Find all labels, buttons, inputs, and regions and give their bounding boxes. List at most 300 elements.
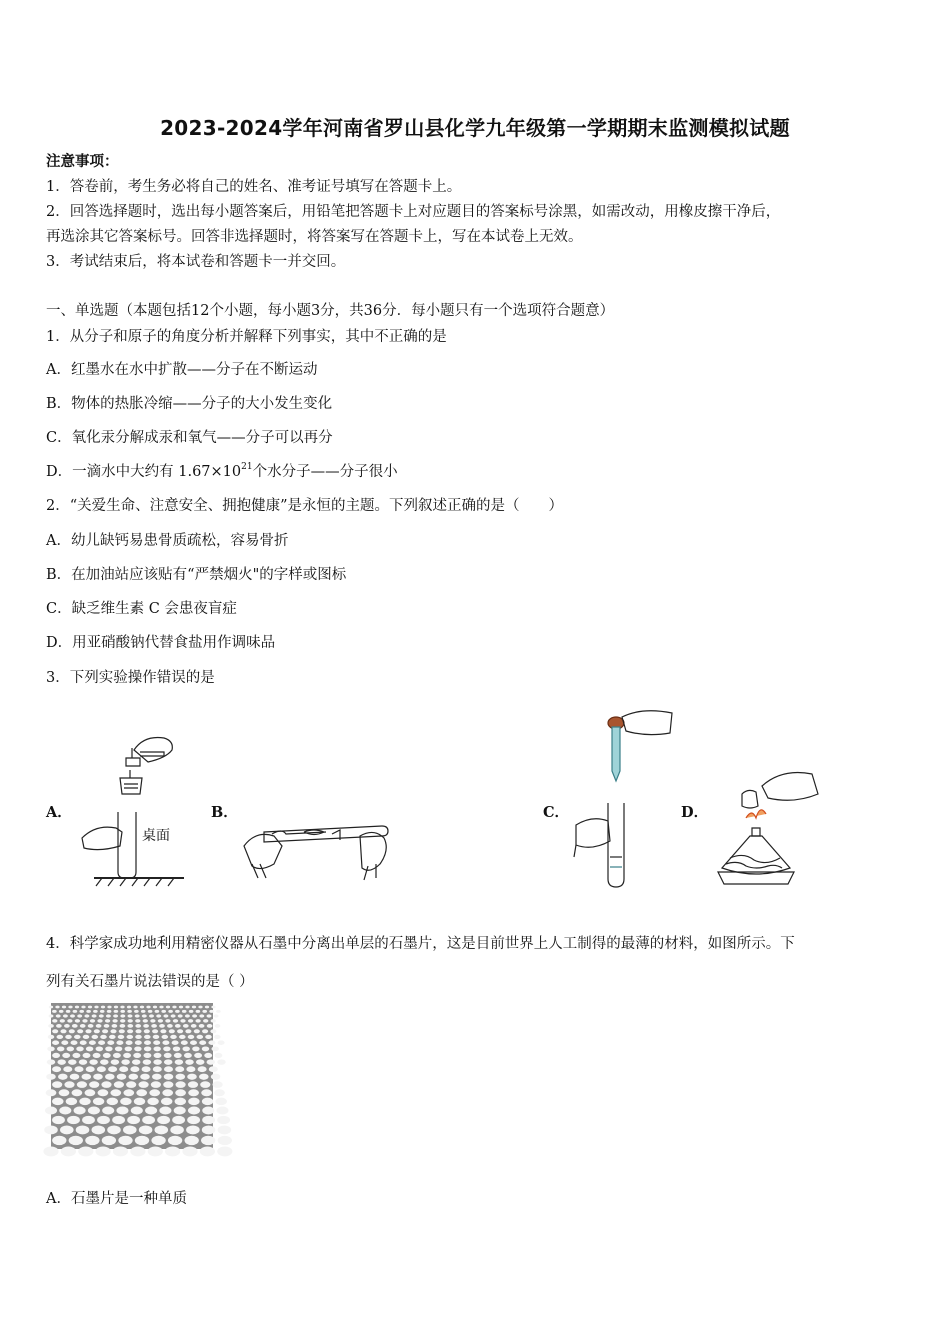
lattice-cell xyxy=(79,1010,84,1013)
lattice-cell xyxy=(96,1046,103,1051)
q3-label-b: B． xyxy=(211,804,238,821)
lattice-cell xyxy=(216,1010,221,1013)
lattice-cell xyxy=(179,1006,183,1009)
lattice-cell xyxy=(150,1019,155,1022)
lattice-cell xyxy=(89,1081,99,1088)
lattice-cell xyxy=(185,1029,191,1033)
lattice-cell xyxy=(73,1010,78,1013)
lattice-cell xyxy=(127,1006,131,1009)
lattice-cell xyxy=(105,1046,112,1051)
lattice-cell xyxy=(170,1035,177,1039)
lattice-cell xyxy=(196,1059,204,1065)
lattice-cell xyxy=(201,1136,215,1145)
lattice-cell xyxy=(182,1010,187,1013)
lattice-cell xyxy=(77,1014,82,1017)
figure-c-dropper-tube xyxy=(572,707,682,892)
lattice-cell xyxy=(69,1029,75,1033)
lattice-cell xyxy=(187,1116,200,1124)
lattice-cell xyxy=(101,1006,105,1009)
lattice-cell xyxy=(175,1098,186,1105)
lattice-cell xyxy=(52,1136,66,1145)
lattice-cell xyxy=(175,1010,180,1013)
lattice-cell xyxy=(207,1024,213,1028)
q3-stem: 3．下列实验操作错误的是 xyxy=(46,670,215,686)
lattice-cell xyxy=(57,1035,64,1039)
lattice-cell xyxy=(142,1116,155,1124)
lattice-cell xyxy=(129,1074,139,1080)
lattice-cell xyxy=(63,1014,68,1017)
lattice-cell xyxy=(70,1014,75,1017)
lattice-cell xyxy=(209,1066,218,1072)
lattice-cell xyxy=(102,1107,114,1115)
q3-label-c: C． xyxy=(543,804,570,821)
lattice-cell xyxy=(157,1116,170,1124)
lattice-cell xyxy=(126,1040,133,1045)
lattice-cell xyxy=(78,1146,93,1156)
lattice-cell xyxy=(81,1006,85,1009)
lattice-cell xyxy=(105,1074,115,1080)
lattice-cell xyxy=(61,1146,76,1156)
lattice-cell xyxy=(43,1146,58,1156)
lattice-cell xyxy=(211,1046,218,1051)
lattice-cell xyxy=(144,1029,150,1033)
lattice-cell xyxy=(106,1014,111,1017)
lattice-cell xyxy=(98,1089,109,1096)
lattice-cell xyxy=(159,1107,171,1115)
lattice-cell xyxy=(98,1040,105,1045)
lattice-cell xyxy=(147,1098,158,1105)
lattice-cell xyxy=(104,1024,110,1028)
lattice-cell xyxy=(151,1024,157,1028)
lattice-cell xyxy=(164,1074,174,1080)
lattice-cell xyxy=(218,1125,232,1134)
page-title: 2023-2024学年河南省罗山县化学九年级第一学期期末监测模拟试题 xyxy=(160,116,790,140)
lattice-cell xyxy=(199,1024,205,1028)
lattice-cell xyxy=(82,1019,87,1022)
lattice-cell xyxy=(186,1066,195,1072)
lattice-cell xyxy=(127,1035,134,1039)
lattice-cell xyxy=(191,1024,197,1028)
lattice-cell xyxy=(82,1116,95,1124)
lattice-cell xyxy=(64,1081,74,1088)
q3-label-d: D． xyxy=(681,804,709,821)
lattice-cell xyxy=(143,1019,148,1022)
lattice-cell xyxy=(75,1066,84,1072)
q1-stem: 1．从分子和原子的角度分析并解释下列事实，其中不正确的是 xyxy=(46,329,447,345)
lattice-cell xyxy=(135,1029,141,1033)
lattice-cell xyxy=(60,1029,66,1033)
lattice-cell xyxy=(175,1024,181,1028)
lattice-cell xyxy=(132,1059,140,1065)
lattice-cell xyxy=(121,1059,129,1065)
lattice-cell xyxy=(102,1029,108,1033)
lattice-cell xyxy=(105,1019,110,1022)
lattice-cell xyxy=(88,1006,92,1009)
notice-heading: 注意事项： xyxy=(46,153,119,170)
lattice-cell xyxy=(163,1081,173,1088)
lattice-cell xyxy=(162,1035,169,1039)
lattice-cell xyxy=(47,1059,55,1065)
lattice-cell xyxy=(82,1074,92,1080)
q1-option-d-exponent: 21 xyxy=(241,462,253,472)
lattice-cell xyxy=(146,1006,150,1009)
lattice-cell xyxy=(139,1081,149,1088)
lattice-cell xyxy=(172,1116,185,1124)
lattice-cell xyxy=(76,1125,90,1134)
lattice-cell xyxy=(202,1010,207,1013)
lattice-cell xyxy=(139,1125,153,1134)
lattice-cell xyxy=(155,1010,160,1013)
lattice-cell xyxy=(135,1040,142,1045)
lattice-cell xyxy=(188,1081,198,1088)
lattice-cell xyxy=(65,1035,72,1039)
lattice-cell xyxy=(217,1146,232,1156)
lattice-cell xyxy=(175,1066,184,1072)
lattice-cell xyxy=(56,1024,62,1028)
lattice-cell xyxy=(56,1014,61,1017)
lattice-cell xyxy=(74,1107,86,1115)
lattice-cell xyxy=(160,1029,166,1033)
lattice-cell xyxy=(94,1006,98,1009)
lattice-cell xyxy=(200,1081,210,1088)
lattice-cell xyxy=(77,1029,83,1033)
lattice-cell xyxy=(215,1098,226,1105)
lattice-cell xyxy=(153,1006,157,1009)
notice-item-3: 3．考试结束后，将本试卷和答题卡一并交回。 xyxy=(46,254,346,270)
lattice-cell xyxy=(68,1059,76,1065)
lattice-cell xyxy=(202,1046,209,1051)
q4-option-a: A．石墨片是一种单质 xyxy=(46,1191,187,1207)
lattice-cell xyxy=(110,1089,121,1096)
lattice-cell xyxy=(101,1081,111,1088)
lattice-cell xyxy=(204,1053,212,1058)
lattice-cell xyxy=(80,1040,87,1045)
lattice-cell xyxy=(153,1066,162,1072)
q4-stem-line2: 列有关石墨片说法错误的是（ ） xyxy=(46,974,254,990)
lattice-cell xyxy=(92,1035,99,1039)
lattice-cell xyxy=(143,1024,149,1028)
lattice-cell xyxy=(182,1046,189,1051)
lattice-cell xyxy=(112,1019,117,1022)
lattice-cell xyxy=(164,1066,173,1072)
lattice-cell xyxy=(163,1014,168,1017)
lattice-cell xyxy=(207,1014,212,1017)
lattice-cell xyxy=(183,1024,189,1028)
lattice-cell xyxy=(89,1040,96,1045)
lattice-cell xyxy=(59,1010,64,1013)
lattice-cell xyxy=(92,1014,97,1017)
lattice-cell xyxy=(90,1019,95,1022)
lattice-cell xyxy=(67,1046,74,1051)
lattice-cell xyxy=(211,1019,216,1022)
lattice-cell xyxy=(55,1006,59,1009)
lattice-cell xyxy=(112,1024,118,1028)
lattice-cell xyxy=(52,1098,63,1105)
lattice-cell xyxy=(61,1040,68,1045)
lattice-cell xyxy=(49,1014,54,1017)
lattice-cell xyxy=(158,1019,163,1022)
lattice-cell xyxy=(113,1146,128,1156)
lattice-cell xyxy=(67,1116,80,1124)
lattice-cell xyxy=(100,1059,108,1065)
lattice-cell xyxy=(202,1029,208,1033)
lattice-cell xyxy=(60,1019,65,1022)
lattice-cell xyxy=(194,1053,202,1058)
lattice-cell xyxy=(178,1014,183,1017)
lattice-cell xyxy=(96,1146,111,1156)
lattice-cell xyxy=(97,1116,110,1124)
lattice-cell xyxy=(184,1053,192,1058)
lattice-cell xyxy=(187,1074,197,1080)
lattice-cell xyxy=(177,1029,183,1033)
lattice-cell xyxy=(59,1107,71,1115)
lattice-cell xyxy=(49,1006,53,1009)
lattice-cell xyxy=(135,1024,141,1028)
figure-b-hands-tube xyxy=(242,820,392,885)
lattice-cell xyxy=(208,1040,215,1045)
lattice-cell xyxy=(152,1074,162,1080)
lattice-cell xyxy=(47,1046,54,1051)
lattice-cell xyxy=(76,1046,83,1051)
lattice-cell xyxy=(118,1035,125,1039)
lattice-cell xyxy=(218,1040,225,1045)
lattice-cell xyxy=(142,1014,147,1017)
lattice-cell xyxy=(149,1089,160,1096)
lattice-cell xyxy=(107,1098,118,1105)
q3-label-a: A． xyxy=(46,804,72,821)
notice-item-2-cont: 再选涂其它答案标号。回答非选择题时，将答案写在答题卡上，写在本试卷上无效。 xyxy=(46,229,583,245)
lattice-cell xyxy=(202,1098,213,1105)
q2-option-d: D．用亚硝酸钠代替食盐用作调味品 xyxy=(46,635,276,651)
lattice-cell xyxy=(110,1029,116,1033)
lattice-cell xyxy=(44,1125,58,1134)
lattice-cell xyxy=(162,1089,173,1096)
lattice-cell xyxy=(48,1024,54,1028)
lattice-cell xyxy=(153,1059,161,1065)
lattice-cell xyxy=(116,1040,123,1045)
lattice-cell xyxy=(216,1107,228,1115)
lattice-cell xyxy=(166,1006,170,1009)
lattice-cell xyxy=(118,1136,132,1145)
q1-option-a: A．红墨水在水中扩散——分子在不断运动 xyxy=(46,362,318,378)
lattice-cell xyxy=(159,1006,163,1009)
lattice-cell xyxy=(140,1006,144,1009)
lattice-cell xyxy=(134,1098,145,1105)
lattice-cell xyxy=(153,1035,160,1039)
lattice-cell xyxy=(71,1040,78,1045)
lattice-cell xyxy=(103,1053,111,1058)
lattice-cell xyxy=(196,1010,201,1013)
lattice-cell xyxy=(62,1006,66,1009)
lattice-cell xyxy=(117,1074,127,1080)
lattice-cell xyxy=(192,1006,196,1009)
lattice-cell xyxy=(130,1066,139,1072)
lattice-cell xyxy=(48,1035,55,1039)
q1-option-d-post: 个水分子——分子很小 xyxy=(252,464,398,480)
figure-d-alcohol-lamp xyxy=(712,772,822,892)
q1-option-d xyxy=(46,462,398,482)
lattice-cell xyxy=(198,1006,202,1009)
lattice-cell xyxy=(185,1006,189,1009)
lattice-cell xyxy=(172,1006,176,1009)
lattice-cell xyxy=(72,1024,78,1028)
q4-stem-line1: 4．科学家成功地利用精密仪器从石墨中分离出单层的石墨片，这是目前世界上人工制得的最薄的材料，如图所示。下 xyxy=(46,936,795,952)
lattice-cell xyxy=(194,1029,200,1033)
lattice-cell xyxy=(46,1074,56,1080)
lattice-cell xyxy=(74,1035,81,1039)
lattice-cell xyxy=(45,1107,57,1115)
lattice-cell xyxy=(188,1098,199,1105)
lattice-cell xyxy=(58,1074,68,1080)
desk-label: 桌面 xyxy=(142,828,170,844)
lattice-cell xyxy=(134,1046,141,1051)
lattice-cell xyxy=(52,1010,57,1013)
lattice-cell xyxy=(144,1035,151,1039)
lattice-cell xyxy=(120,1010,125,1013)
lattice-cell xyxy=(169,1029,175,1033)
lattice-cell xyxy=(192,1014,197,1017)
lattice-cell xyxy=(66,1010,71,1013)
lattice-cell xyxy=(172,1040,179,1045)
lattice-cell xyxy=(88,1107,100,1115)
lattice-cell xyxy=(165,1019,170,1022)
lattice-cell xyxy=(60,1125,74,1134)
lattice-cell xyxy=(200,1146,215,1156)
q1-option-c: C．氧化汞分解成汞和氧气——分子可以再分 xyxy=(46,430,333,446)
lattice-cell xyxy=(52,1081,62,1088)
lattice-cell xyxy=(109,1035,116,1039)
lattice-cell xyxy=(113,1053,121,1058)
lattice-cell xyxy=(83,1035,90,1039)
lattice-cell xyxy=(57,1046,64,1051)
lattice-cell xyxy=(202,1116,215,1124)
q1-option-b: B．物体的热胀冷缩——分子的大小发生变化 xyxy=(46,396,333,412)
lattice-cell xyxy=(107,1040,114,1045)
lattice-cell xyxy=(125,1046,132,1051)
lattice-cell xyxy=(126,1081,136,1088)
lattice-cell xyxy=(86,1046,93,1051)
lattice-cell xyxy=(148,1010,153,1013)
lattice-cell xyxy=(66,1098,77,1105)
lattice-cell xyxy=(199,1074,209,1080)
lattice-cell xyxy=(92,1125,106,1134)
lattice-cell xyxy=(93,1010,98,1013)
lattice-cell xyxy=(170,1125,184,1134)
lattice-cell xyxy=(156,1014,161,1017)
lattice-cell xyxy=(174,1107,186,1115)
lattice-cell xyxy=(127,1116,140,1124)
q1-option-d-pre: D．一滴水中大约有 1.67×10 xyxy=(46,464,242,480)
lattice-cell xyxy=(155,1125,169,1134)
lattice-cell xyxy=(123,1089,134,1096)
lattice-cell xyxy=(135,1035,142,1039)
lattice-cell xyxy=(209,1010,214,1013)
lattice-cell xyxy=(114,1010,119,1013)
lattice-cell xyxy=(144,1040,151,1045)
lattice-cell xyxy=(192,1046,199,1051)
lattice-cell xyxy=(153,1046,160,1051)
lattice-cell xyxy=(180,1019,185,1022)
lattice-cell xyxy=(77,1081,87,1088)
lattice-cell xyxy=(154,1053,162,1058)
lattice-cell xyxy=(84,1014,89,1017)
lattice-cell xyxy=(161,1098,172,1105)
section-heading: 一、单选题（本题包括12个小题，每小题3分，共36分．每小题只有一个选项符合题意） xyxy=(46,303,615,319)
lattice-cell xyxy=(94,1029,100,1033)
lattice-cell xyxy=(136,1089,147,1096)
lattice-cell xyxy=(85,1136,99,1145)
lattice-cell xyxy=(107,1010,112,1013)
lattice-cell xyxy=(218,1136,232,1145)
lattice-cell xyxy=(97,1019,102,1022)
lattice-cell xyxy=(210,1029,216,1033)
lattice-cell xyxy=(120,1098,131,1105)
lattice-cell xyxy=(133,1006,137,1009)
lattice-cell xyxy=(174,1053,182,1058)
lattice-cell xyxy=(123,1125,137,1134)
lattice-cell xyxy=(134,1010,139,1013)
lattice-cell xyxy=(114,1081,124,1088)
lattice-cell xyxy=(205,1035,212,1039)
lattice-cell xyxy=(52,1040,59,1045)
lattice-cell xyxy=(152,1029,158,1033)
lattice-cell xyxy=(205,1006,209,1009)
lattice-cell xyxy=(89,1059,97,1065)
lattice-cell xyxy=(144,1046,151,1051)
lattice-cell xyxy=(214,1089,225,1096)
lattice-cell xyxy=(72,1089,83,1096)
lattice-cell xyxy=(88,1024,94,1028)
q2-option-c: C．缺乏维生素 C 会患夜盲症 xyxy=(46,601,237,617)
lattice-cell xyxy=(79,1098,90,1105)
lattice-cell xyxy=(217,1116,230,1124)
q2-option-a: A．幼儿缺钙易患骨质疏松，容易骨折 xyxy=(46,533,289,549)
lattice-cell xyxy=(68,1006,72,1009)
lattice-cell xyxy=(52,1029,58,1033)
lattice-cell xyxy=(179,1035,186,1039)
lattice-cell xyxy=(175,1059,183,1065)
lattice-cell xyxy=(198,1066,207,1072)
lattice-cell xyxy=(161,1010,166,1013)
lattice-cell xyxy=(107,1125,121,1134)
lattice-cell xyxy=(188,1107,200,1115)
lattice-cell xyxy=(199,1040,206,1045)
lattice-cell xyxy=(203,1019,208,1022)
lattice-cell xyxy=(207,1059,215,1065)
lattice-cell xyxy=(120,1014,125,1017)
graphene-lattice-image xyxy=(51,1003,213,1149)
lattice-cell xyxy=(176,1081,186,1088)
lattice-cell xyxy=(112,1116,125,1124)
lattice-cell xyxy=(145,1107,157,1115)
lattice-cell xyxy=(120,1006,124,1009)
lattice-cell xyxy=(163,1046,170,1051)
lattice-cell xyxy=(100,1010,105,1013)
lattice-cell xyxy=(168,1010,173,1013)
lattice-cell xyxy=(102,1136,116,1145)
lattice-cell xyxy=(148,1146,163,1156)
lattice-cell xyxy=(199,1014,204,1017)
lattice-cell xyxy=(162,1040,169,1045)
lattice-cell xyxy=(127,1024,133,1028)
lattice-cell xyxy=(108,1066,117,1072)
notice-item-2: 2．回答选择题时，选出每小题答案后，用铅笔把答题卡上对应题目的答案标号涂黑，如需改动，用橡皮擦干净后， xyxy=(46,204,781,220)
lattice-cell xyxy=(188,1089,199,1096)
lattice-cell xyxy=(159,1024,165,1028)
lattice-cell xyxy=(185,1136,199,1145)
lattice-cell xyxy=(202,1125,216,1134)
lattice-cell xyxy=(173,1046,180,1051)
